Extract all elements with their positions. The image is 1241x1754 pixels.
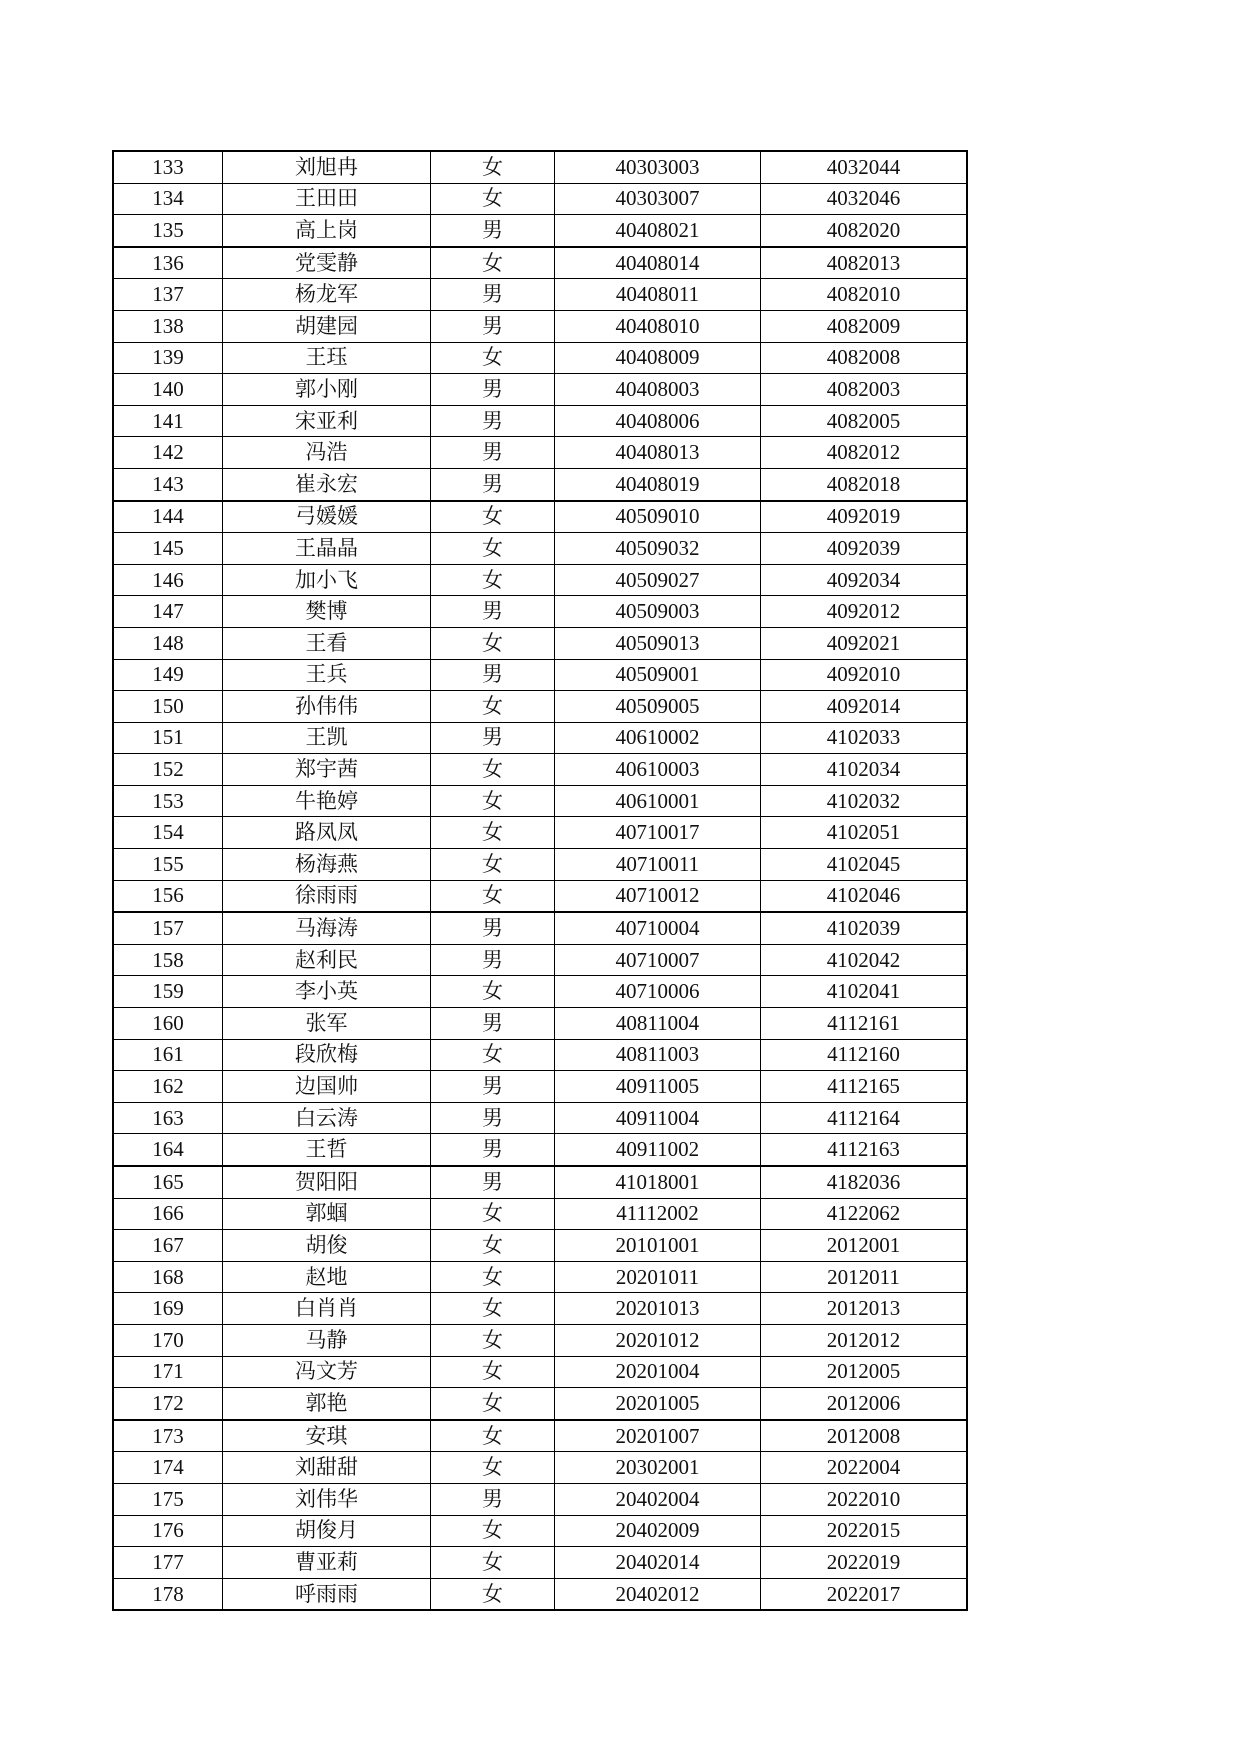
- name-cell: 白云涛: [223, 1102, 431, 1134]
- row-number-cell: 142: [113, 437, 223, 469]
- exam-code-cell: 4082012: [761, 437, 968, 469]
- row-number-cell: 175: [113, 1483, 223, 1515]
- row-number-cell: 170: [113, 1324, 223, 1356]
- row-number-cell: 164: [113, 1134, 223, 1166]
- name-cell: 王珏: [223, 342, 431, 374]
- row-number-cell: 153: [113, 785, 223, 817]
- name-cell: 王凯: [223, 722, 431, 754]
- name-cell: 弓媛媛: [223, 501, 431, 533]
- table-row: [113, 1578, 967, 1610]
- exam-code-cell: 4082005: [761, 405, 968, 437]
- gender-cell: 男: [431, 310, 555, 342]
- name-cell: 王晶晶: [223, 533, 431, 565]
- exam-code-cell: 4112164: [761, 1102, 968, 1134]
- student-id-cell: 20201007: [555, 1420, 761, 1452]
- row-number-cell: 158: [113, 944, 223, 976]
- exam-code-cell: 4102033: [761, 722, 968, 754]
- exam-code-cell: 4112161: [761, 1008, 968, 1040]
- row-number-cell: 133: [113, 151, 223, 183]
- exam-code-cell: 2012001: [761, 1230, 968, 1262]
- gender-cell: 男: [431, 279, 555, 311]
- table-row: [113, 310, 967, 342]
- row-number-cell: 136: [113, 247, 223, 279]
- table-row: [113, 564, 967, 596]
- exam-code-cell: 4082009: [761, 310, 968, 342]
- exam-code-cell: 2022017: [761, 1578, 968, 1610]
- gender-cell: 男: [431, 374, 555, 406]
- row-number-cell: 157: [113, 912, 223, 944]
- student-id-cell: 40408013: [555, 437, 761, 469]
- name-cell: 郭蝈: [223, 1198, 431, 1230]
- table-row: [113, 691, 967, 723]
- exam-code-cell: 4112163: [761, 1134, 968, 1166]
- gender-cell: 女: [431, 1578, 555, 1610]
- row-number-cell: 160: [113, 1008, 223, 1040]
- gender-cell: 女: [431, 151, 555, 183]
- exam-code-cell: 4092014: [761, 691, 968, 723]
- gender-cell: 女: [431, 1515, 555, 1547]
- name-cell: 刘伟华: [223, 1483, 431, 1515]
- table-row: [113, 880, 967, 912]
- exam-code-cell: 2012012: [761, 1324, 968, 1356]
- student-id-cell: 40710004: [555, 912, 761, 944]
- exam-code-cell: 4092012: [761, 596, 968, 628]
- student-id-cell: 40509027: [555, 564, 761, 596]
- row-number-cell: 165: [113, 1166, 223, 1198]
- row-number-cell: 159: [113, 976, 223, 1008]
- student-id-cell: 40710012: [555, 880, 761, 912]
- gender-cell: 女: [431, 1261, 555, 1293]
- student-id-cell: 40509001: [555, 659, 761, 691]
- student-id-cell: 20402012: [555, 1578, 761, 1610]
- student-id-cell: 41112002: [555, 1198, 761, 1230]
- gender-cell: 女: [431, 1293, 555, 1325]
- exam-code-cell: 4102045: [761, 849, 968, 881]
- row-number-cell: 155: [113, 849, 223, 881]
- name-cell: 李小英: [223, 976, 431, 1008]
- gender-cell: 女: [431, 785, 555, 817]
- student-id-cell: 40408010: [555, 310, 761, 342]
- name-cell: 徐雨雨: [223, 880, 431, 912]
- table-row: [113, 1547, 967, 1579]
- gender-cell: 女: [431, 754, 555, 786]
- table-row: [113, 596, 967, 628]
- name-cell: 赵地: [223, 1261, 431, 1293]
- roster-table-body: [113, 151, 967, 1610]
- table-row: [113, 183, 967, 215]
- gender-cell: 女: [431, 1198, 555, 1230]
- name-cell: 安琪: [223, 1420, 431, 1452]
- exam-code-cell: 4102046: [761, 880, 968, 912]
- exam-code-cell: 4082013: [761, 247, 968, 279]
- gender-cell: 女: [431, 1039, 555, 1071]
- row-number-cell: 178: [113, 1578, 223, 1610]
- student-id-cell: 40408009: [555, 342, 761, 374]
- row-number-cell: 169: [113, 1293, 223, 1325]
- student-id-cell: 40408021: [555, 215, 761, 247]
- student-id-cell: 40408006: [555, 405, 761, 437]
- row-number-cell: 134: [113, 183, 223, 215]
- row-number-cell: 167: [113, 1230, 223, 1262]
- table-row: [113, 785, 967, 817]
- student-id-cell: 40509010: [555, 501, 761, 533]
- gender-cell: 女: [431, 564, 555, 596]
- table-row: [113, 1039, 967, 1071]
- exam-code-cell: 4102034: [761, 754, 968, 786]
- gender-cell: 女: [431, 880, 555, 912]
- name-cell: 贺阳阳: [223, 1166, 431, 1198]
- table-row: [113, 1356, 967, 1388]
- student-id-cell: 20201011: [555, 1261, 761, 1293]
- row-number-cell: 161: [113, 1039, 223, 1071]
- student-id-cell: 40408019: [555, 468, 761, 500]
- row-number-cell: 140: [113, 374, 223, 406]
- name-cell: 郑宇茜: [223, 754, 431, 786]
- student-id-cell: 41018001: [555, 1166, 761, 1198]
- exam-code-cell: 2022010: [761, 1483, 968, 1515]
- exam-code-cell: 4092034: [761, 564, 968, 596]
- exam-code-cell: 2012011: [761, 1261, 968, 1293]
- gender-cell: 女: [431, 1324, 555, 1356]
- table-row: [113, 1515, 967, 1547]
- student-id-cell: 40303007: [555, 183, 761, 215]
- student-id-cell: 40610003: [555, 754, 761, 786]
- student-id-cell: 40303003: [555, 151, 761, 183]
- exam-code-cell: 2022015: [761, 1515, 968, 1547]
- table-row: [113, 151, 967, 183]
- gender-cell: 女: [431, 627, 555, 659]
- table-row: [113, 1230, 967, 1262]
- gender-cell: 女: [431, 533, 555, 565]
- row-number-cell: 145: [113, 533, 223, 565]
- name-cell: 王田田: [223, 183, 431, 215]
- name-cell: 冯文芳: [223, 1356, 431, 1388]
- table-row: [113, 468, 967, 500]
- table-row: [113, 976, 967, 1008]
- gender-cell: 女: [431, 1356, 555, 1388]
- name-cell: 边国帅: [223, 1071, 431, 1103]
- student-id-cell: 20201005: [555, 1388, 761, 1420]
- name-cell: 加小飞: [223, 564, 431, 596]
- row-number-cell: 168: [113, 1261, 223, 1293]
- exam-code-cell: 4092021: [761, 627, 968, 659]
- student-id-cell: 40509013: [555, 627, 761, 659]
- gender-cell: 女: [431, 976, 555, 1008]
- row-number-cell: 154: [113, 817, 223, 849]
- name-cell: 段欣梅: [223, 1039, 431, 1071]
- student-id-cell: 40408003: [555, 374, 761, 406]
- table-row: [113, 374, 967, 406]
- table-row: [113, 279, 967, 311]
- table-row: [113, 1420, 967, 1452]
- gender-cell: 男: [431, 912, 555, 944]
- gender-cell: 女: [431, 501, 555, 533]
- name-cell: 杨龙军: [223, 279, 431, 311]
- exam-code-cell: 4082018: [761, 468, 968, 500]
- table-row: [113, 1166, 967, 1198]
- student-id-cell: 40710017: [555, 817, 761, 849]
- gender-cell: 男: [431, 468, 555, 500]
- table-row: [113, 1388, 967, 1420]
- gender-cell: 女: [431, 1547, 555, 1579]
- table-row: [113, 405, 967, 437]
- name-cell: 郭小刚: [223, 374, 431, 406]
- row-number-cell: 166: [113, 1198, 223, 1230]
- student-id-cell: 40509003: [555, 596, 761, 628]
- name-cell: 胡俊月: [223, 1515, 431, 1547]
- exam-code-cell: 2012006: [761, 1388, 968, 1420]
- name-cell: 宋亚利: [223, 405, 431, 437]
- student-id-cell: 40509005: [555, 691, 761, 723]
- row-number-cell: 146: [113, 564, 223, 596]
- name-cell: 张军: [223, 1008, 431, 1040]
- table-row: [113, 1483, 967, 1515]
- gender-cell: 男: [431, 596, 555, 628]
- table-row: [113, 1261, 967, 1293]
- exam-code-cell: 4092039: [761, 533, 968, 565]
- exam-code-cell: 2012005: [761, 1356, 968, 1388]
- exam-code-cell: 4082010: [761, 279, 968, 311]
- student-id-cell: 40811003: [555, 1039, 761, 1071]
- name-cell: 冯浩: [223, 437, 431, 469]
- row-number-cell: 152: [113, 754, 223, 786]
- gender-cell: 女: [431, 183, 555, 215]
- row-number-cell: 171: [113, 1356, 223, 1388]
- name-cell: 郭艳: [223, 1388, 431, 1420]
- table-row: [113, 627, 967, 659]
- table-row: [113, 247, 967, 279]
- table-row: [113, 912, 967, 944]
- row-number-cell: 173: [113, 1420, 223, 1452]
- name-cell: 孙伟伟: [223, 691, 431, 723]
- exam-code-cell: 4112165: [761, 1071, 968, 1103]
- exam-code-cell: 4102032: [761, 785, 968, 817]
- student-id-cell: 40811004: [555, 1008, 761, 1040]
- gender-cell: 男: [431, 1166, 555, 1198]
- exam-code-cell: 2022004: [761, 1452, 968, 1484]
- exam-code-cell: 4082008: [761, 342, 968, 374]
- table-row: [113, 817, 967, 849]
- exam-code-cell: 4032046: [761, 183, 968, 215]
- exam-code-cell: 4092019: [761, 501, 968, 533]
- table-row: [113, 501, 967, 533]
- student-id-cell: 20201013: [555, 1293, 761, 1325]
- name-cell: 崔永宏: [223, 468, 431, 500]
- name-cell: 呼雨雨: [223, 1578, 431, 1610]
- table-row: [113, 944, 967, 976]
- gender-cell: 女: [431, 1388, 555, 1420]
- row-number-cell: 139: [113, 342, 223, 374]
- gender-cell: 男: [431, 659, 555, 691]
- row-number-cell: 176: [113, 1515, 223, 1547]
- name-cell: 胡建园: [223, 310, 431, 342]
- student-id-cell: 20402014: [555, 1547, 761, 1579]
- name-cell: 高上岗: [223, 215, 431, 247]
- gender-cell: 女: [431, 817, 555, 849]
- student-id-cell: 20302001: [555, 1452, 761, 1484]
- table-row: [113, 1452, 967, 1484]
- gender-cell: 男: [431, 405, 555, 437]
- name-cell: 牛艳婷: [223, 785, 431, 817]
- gender-cell: 女: [431, 247, 555, 279]
- name-cell: 刘旭冉: [223, 151, 431, 183]
- student-id-cell: 40911005: [555, 1071, 761, 1103]
- exam-code-cell: 4182036: [761, 1166, 968, 1198]
- exam-code-cell: 2012013: [761, 1293, 968, 1325]
- exam-code-cell: 4092010: [761, 659, 968, 691]
- name-cell: 赵利民: [223, 944, 431, 976]
- table-row: [113, 215, 967, 247]
- row-number-cell: 163: [113, 1102, 223, 1134]
- gender-cell: 女: [431, 1230, 555, 1262]
- row-number-cell: 172: [113, 1388, 223, 1420]
- row-number-cell: 148: [113, 627, 223, 659]
- table-row: [113, 754, 967, 786]
- gender-cell: 男: [431, 1483, 555, 1515]
- row-number-cell: 162: [113, 1071, 223, 1103]
- name-cell: 曹亚莉: [223, 1547, 431, 1579]
- table-row: [113, 1071, 967, 1103]
- table-row: [113, 849, 967, 881]
- student-id-cell: 20402004: [555, 1483, 761, 1515]
- name-cell: 胡俊: [223, 1230, 431, 1262]
- gender-cell: 男: [431, 1008, 555, 1040]
- gender-cell: 男: [431, 1102, 555, 1134]
- student-id-cell: 40710007: [555, 944, 761, 976]
- row-number-cell: 174: [113, 1452, 223, 1484]
- student-id-cell: 40610002: [555, 722, 761, 754]
- name-cell: 刘甜甜: [223, 1452, 431, 1484]
- table-row: [113, 1008, 967, 1040]
- student-id-cell: 40610001: [555, 785, 761, 817]
- student-id-cell: 20201012: [555, 1324, 761, 1356]
- exam-code-cell: 4082020: [761, 215, 968, 247]
- roster-sheet: [112, 150, 968, 1611]
- name-cell: 王哲: [223, 1134, 431, 1166]
- exam-code-cell: 4112160: [761, 1039, 968, 1071]
- table-row: [113, 533, 967, 565]
- student-id-cell: 20101001: [555, 1230, 761, 1262]
- exam-code-cell: 4122062: [761, 1198, 968, 1230]
- exam-code-cell: 4082003: [761, 374, 968, 406]
- row-number-cell: 137: [113, 279, 223, 311]
- student-id-cell: 40408011: [555, 279, 761, 311]
- gender-cell: 女: [431, 849, 555, 881]
- table-row: [113, 1293, 967, 1325]
- student-id-cell: 20402009: [555, 1515, 761, 1547]
- exam-code-cell: 4102042: [761, 944, 968, 976]
- student-id-cell: 40710011: [555, 849, 761, 881]
- exam-code-cell: 4102039: [761, 912, 968, 944]
- student-id-cell: 40911002: [555, 1134, 761, 1166]
- exam-code-cell: 4102041: [761, 976, 968, 1008]
- gender-cell: 女: [431, 342, 555, 374]
- row-number-cell: 177: [113, 1547, 223, 1579]
- row-number-cell: 156: [113, 880, 223, 912]
- row-number-cell: 138: [113, 310, 223, 342]
- student-id-cell: 20201004: [555, 1356, 761, 1388]
- exam-code-cell: 4032044: [761, 151, 968, 183]
- row-number-cell: 150: [113, 691, 223, 723]
- gender-cell: 女: [431, 691, 555, 723]
- gender-cell: 女: [431, 1420, 555, 1452]
- row-number-cell: 141: [113, 405, 223, 437]
- name-cell: 路凤凤: [223, 817, 431, 849]
- row-number-cell: 149: [113, 659, 223, 691]
- name-cell: 樊博: [223, 596, 431, 628]
- row-number-cell: 151: [113, 722, 223, 754]
- table-row: [113, 1102, 967, 1134]
- gender-cell: 男: [431, 944, 555, 976]
- name-cell: 王看: [223, 627, 431, 659]
- gender-cell: 女: [431, 1452, 555, 1484]
- row-number-cell: 147: [113, 596, 223, 628]
- name-cell: 马静: [223, 1324, 431, 1356]
- exam-code-cell: 2012008: [761, 1420, 968, 1452]
- gender-cell: 男: [431, 1071, 555, 1103]
- exam-code-cell: 4102051: [761, 817, 968, 849]
- table-row: [113, 1134, 967, 1166]
- student-id-cell: 40911004: [555, 1102, 761, 1134]
- row-number-cell: 135: [113, 215, 223, 247]
- student-id-cell: 40408014: [555, 247, 761, 279]
- table-row: [113, 342, 967, 374]
- table-row: [113, 722, 967, 754]
- name-cell: 杨海燕: [223, 849, 431, 881]
- name-cell: 王兵: [223, 659, 431, 691]
- row-number-cell: 143: [113, 468, 223, 500]
- gender-cell: 男: [431, 1134, 555, 1166]
- row-number-cell: 144: [113, 501, 223, 533]
- name-cell: 马海涛: [223, 912, 431, 944]
- table-row: [113, 659, 967, 691]
- name-cell: 白肖肖: [223, 1293, 431, 1325]
- gender-cell: 男: [431, 437, 555, 469]
- roster-table: [112, 150, 968, 1611]
- table-row: [113, 1198, 967, 1230]
- table-row: [113, 1324, 967, 1356]
- gender-cell: 男: [431, 215, 555, 247]
- gender-cell: 男: [431, 722, 555, 754]
- table-row: [113, 437, 967, 469]
- student-id-cell: 40710006: [555, 976, 761, 1008]
- exam-code-cell: 2022019: [761, 1547, 968, 1579]
- name-cell: 党雯静: [223, 247, 431, 279]
- student-id-cell: 40509032: [555, 533, 761, 565]
